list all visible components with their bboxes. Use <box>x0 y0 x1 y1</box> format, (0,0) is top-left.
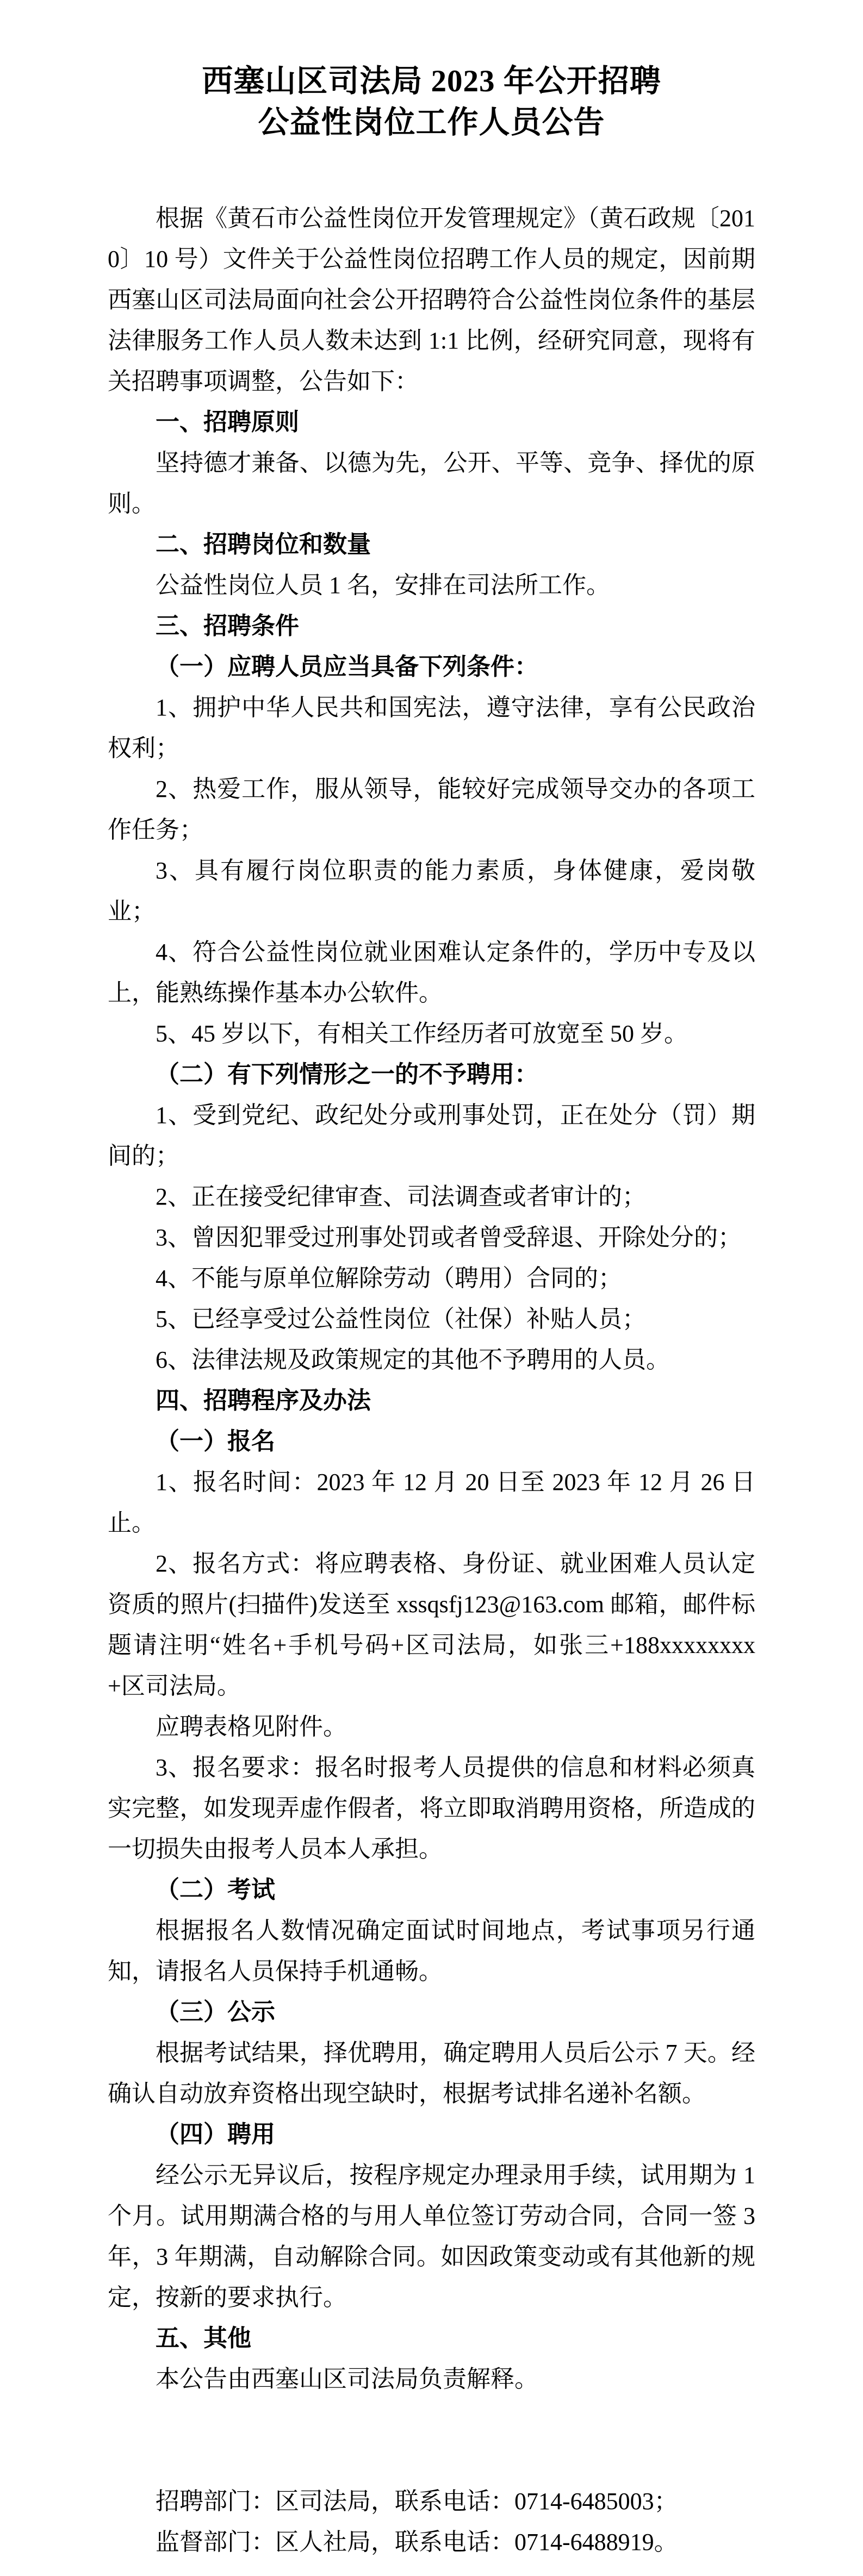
page-title <box>76 61 787 144</box>
paragraph: 应聘表格见附件。 <box>156 1713 347 1740</box>
paragraph: 公益性岗位人员 1 名，安排在司法所工作。 <box>156 572 610 598</box>
page-title-line-2: 公益性岗位工作人员公告 <box>258 105 605 140</box>
paragraph: 6、法律法规及政策规定的其他不予聘用的人员。 <box>156 1346 670 1373</box>
paragraph: 本公告由西塞山区司法局负责解释。 <box>156 2366 538 2392</box>
paragraph: 5、已经享受过公益性岗位（社保）补贴人员； <box>156 1306 646 1332</box>
paragraph: 2、热爱工作，服从领导，能较好完成领导交办的各项工作任务； <box>108 776 755 843</box>
subsection-heading: （四）聘用 <box>156 2121 275 2148</box>
paragraph: 经公示无异议后，按程序规定办理录用手续，试用期为 1 个月。试用期满合格的与用人单位签订劳动合同，合同一签 3 年，3 年期满，自动解除合同。如因政策变动或有其他新的规定，按新的要求执行。 <box>108 2162 755 2311</box>
paragraph: 根据报名人数情况确定面试时间地点，考试事项另行通知，请报名人员保持手机通畅。 <box>108 1917 755 1985</box>
paragraph: 4、不能与原单位解除劳动（聘用）合同的； <box>156 1265 622 1292</box>
paragraph: 2、报名方式：将应聘表格、身份证、就业困难人员认定资质的照片(扫描件)发送至 xssqsfj123@163.com 邮箱，邮件标题请注明“姓名+手机号码+区司法局，如张三+188xxxxxxxx+区司法局。 <box>108 1550 755 1699</box>
paragraph: 4、符合公益性岗位就业困难认定条件的，学历中专及以上，能熟练操作基本办公软件。 <box>108 939 755 1006</box>
section-heading: 二、招聘岗位和数量 <box>156 531 371 558</box>
page-title-line-1: 西塞山区司法局 2023 年公开招聘 <box>202 64 661 98</box>
paragraph: 1、拥护中华人民共和国宪法，遵守法律，享有公民政治权利； <box>108 694 755 762</box>
paragraph: 3、具有履行岗位职责的能力素质，身体健康，爱岗敬业； <box>108 857 755 925</box>
subsection-heading: （一）应聘人员应当具备下列条件： <box>156 653 538 680</box>
paragraph: 1、报名时间：2023 年 12 月 20 日至 2023 年 12 月 26 日止。 <box>108 1469 755 1536</box>
subsection-heading: （一）报名 <box>156 1428 275 1455</box>
announcement-page <box>0 61 863 2576</box>
paragraph: 根据考试结果，择优聘用，确定聘用人员后公示 7 天。经确认自动放弃资格出现空缺时，根据考试排名递补名额。 <box>108 2039 755 2107</box>
subsection-heading: （二）有下列情形之一的不予聘用： <box>156 1061 538 1088</box>
document-body <box>108 198 755 2562</box>
paragraph: 坚持德才兼备、以德为先，公开、平等、竞争、择优的原则。 <box>108 450 755 517</box>
paragraph: 2、正在接受纪律审查、司法调查或者审计的； <box>156 1183 646 1210</box>
paragraph: 根据《黄石市公益性岗位开发管理规定》（黄石政规〔2010〕10 号）文件关于公益性岗位招聘工作人员的规定，因前期西塞山区司法局面向社会公开招聘符合公益性岗位条件的基层法律服务工作人员人数未达到 1:1 比例，经研究同意，现将有关招聘事项调整，公告如下： <box>108 205 755 395</box>
paragraph: 1、受到党纪、政纪处分或刑事处罚，正在处分（罚）期间的； <box>108 1102 755 1169</box>
section-heading: 三、招聘条件 <box>156 613 299 639</box>
section-heading: 五、其他 <box>156 2325 251 2352</box>
subsection-heading: （三）公示 <box>156 1999 275 2025</box>
paragraph: 3、曾因犯罪受过刑事处罚或者曾受辞退、开除处分的； <box>156 1224 742 1251</box>
section-heading: 四、招聘程序及办法 <box>156 1387 371 1414</box>
section-heading: 一、招聘原则 <box>156 409 299 435</box>
paragraph: 3、报名要求：报名时报考人员提供的信息和材料必须真实完整，如发现弄虚作假者，将立即取消聘用资格，所造成的一切损失由报考人员本人承担。 <box>108 1754 755 1862</box>
contact-line: 招聘部门：区司法局，联系电话：0714-6485003； <box>156 2488 678 2515</box>
contact-line: 监督部门：区人社局，联系电话：0714-6488919。 <box>156 2529 678 2555</box>
spacer <box>108 2399 755 2481</box>
paragraph: 5、45 岁以下，有相关工作经历者可放宽至 50 岁。 <box>156 1020 688 1047</box>
subsection-heading: （二）考试 <box>156 1876 275 1903</box>
